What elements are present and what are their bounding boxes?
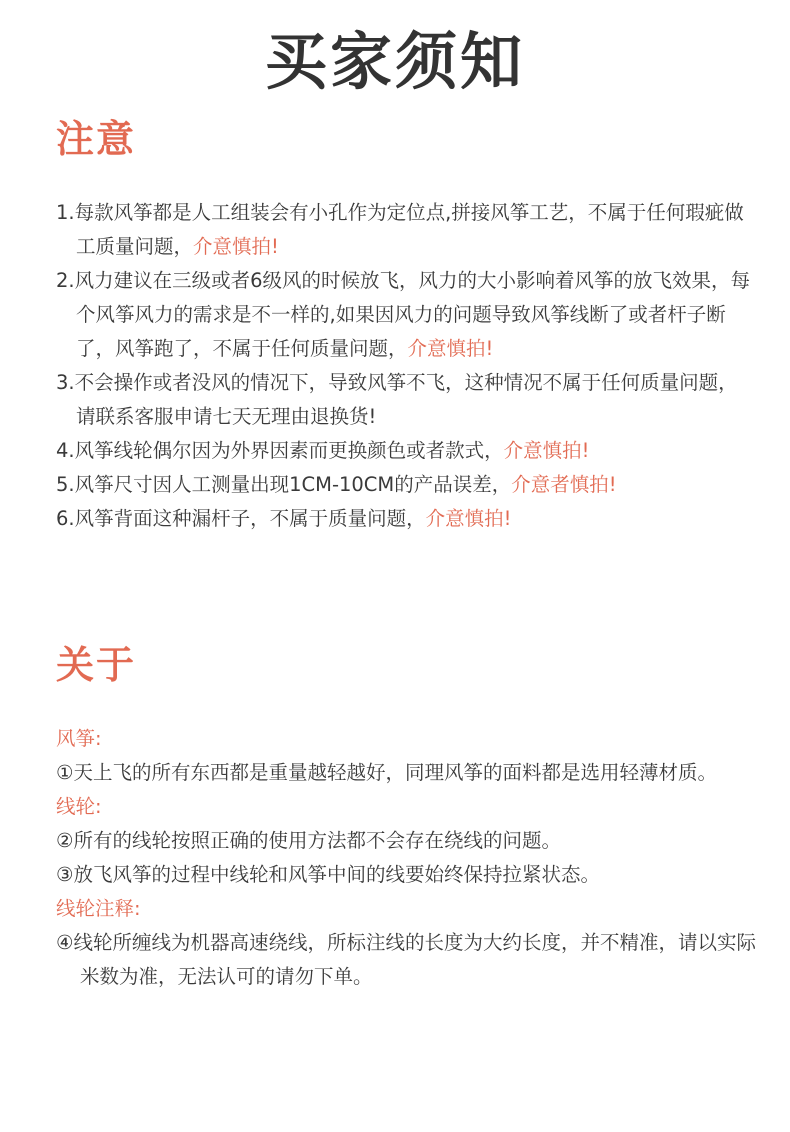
reel-label: 线轮: (56, 795, 102, 818)
notice-list (56, 196, 756, 536)
notice-item-accent: 介意慎拍! (425, 507, 512, 530)
notice-item-text: 5.风筝尺寸因人工测量出现1CM-10CM的产品误差， (56, 473, 512, 496)
notice-item-1 (56, 196, 756, 264)
notice-item-text: 1.每款风筝都是人工组装会有小孔作为定位点,拼接风筝工艺，不属于任何瑕疵做工质量问题， (56, 201, 744, 258)
notice-item-4 (56, 434, 756, 468)
notice-item-text: 3.不会操作或者没风的情况下，导致风筝不飞，这种情况不属于任何质量问题，请联系客服申请七天无理由退换货! (56, 371, 738, 428)
notice-item-3 (56, 366, 756, 434)
page-title: 买家须知 (264, 25, 525, 98)
about-block (56, 722, 756, 994)
notice-item-text: 2.风力建议在三级或者6级风的时候放飞，风力的大小影响着风筝的放飞效果，每个风筝风力的需求是不一样的,如果因风力的问题导致风筝线断了或者杆子断了，风筝跑了，不属于任何质量问题， (56, 269, 751, 360)
notice-item-accent: 介意慎拍! (407, 337, 494, 360)
kite-label: 风筝: (56, 727, 102, 750)
reel-note-label: 线轮注释: (56, 897, 141, 920)
reel-item-3: ③放飞风筝的过程中线轮和风筝中间的线要始终保持拉紧状态。 (56, 863, 600, 886)
notice-item-accent: 介意慎拍! (503, 439, 590, 462)
notice-item-5 (56, 468, 756, 502)
reel-item-2: ②所有的线轮按照正确的使用方法都不会存在绕线的问题。 (56, 829, 561, 852)
about-heading: 关于 (56, 642, 137, 687)
kite-item-1: ①天上飞的所有东西都是重量越轻越好，同理风筝的面料都是选用轻薄材质。 (56, 761, 717, 784)
notice-item-accent: 介意者慎拍! (511, 473, 617, 496)
notice-item-2 (56, 264, 756, 366)
notice-heading: 注意 (56, 116, 137, 161)
notice-item-text: 4.风筝线轮偶尔因为外界因素而更换颜色或者款式， (56, 439, 504, 462)
reel-note-item-4: ④线轮所缠线为机器高速绕线，所标注线的长度为大约长度，并不精准，请以实际米数为准，无法认可的请勿下单。 (56, 931, 756, 988)
notice-item-accent: 介意慎拍! (193, 235, 279, 258)
notice-item-text: 6.风筝背面这种漏杆子，不属于质量问题， (56, 507, 426, 530)
notice-item-6 (56, 502, 756, 536)
